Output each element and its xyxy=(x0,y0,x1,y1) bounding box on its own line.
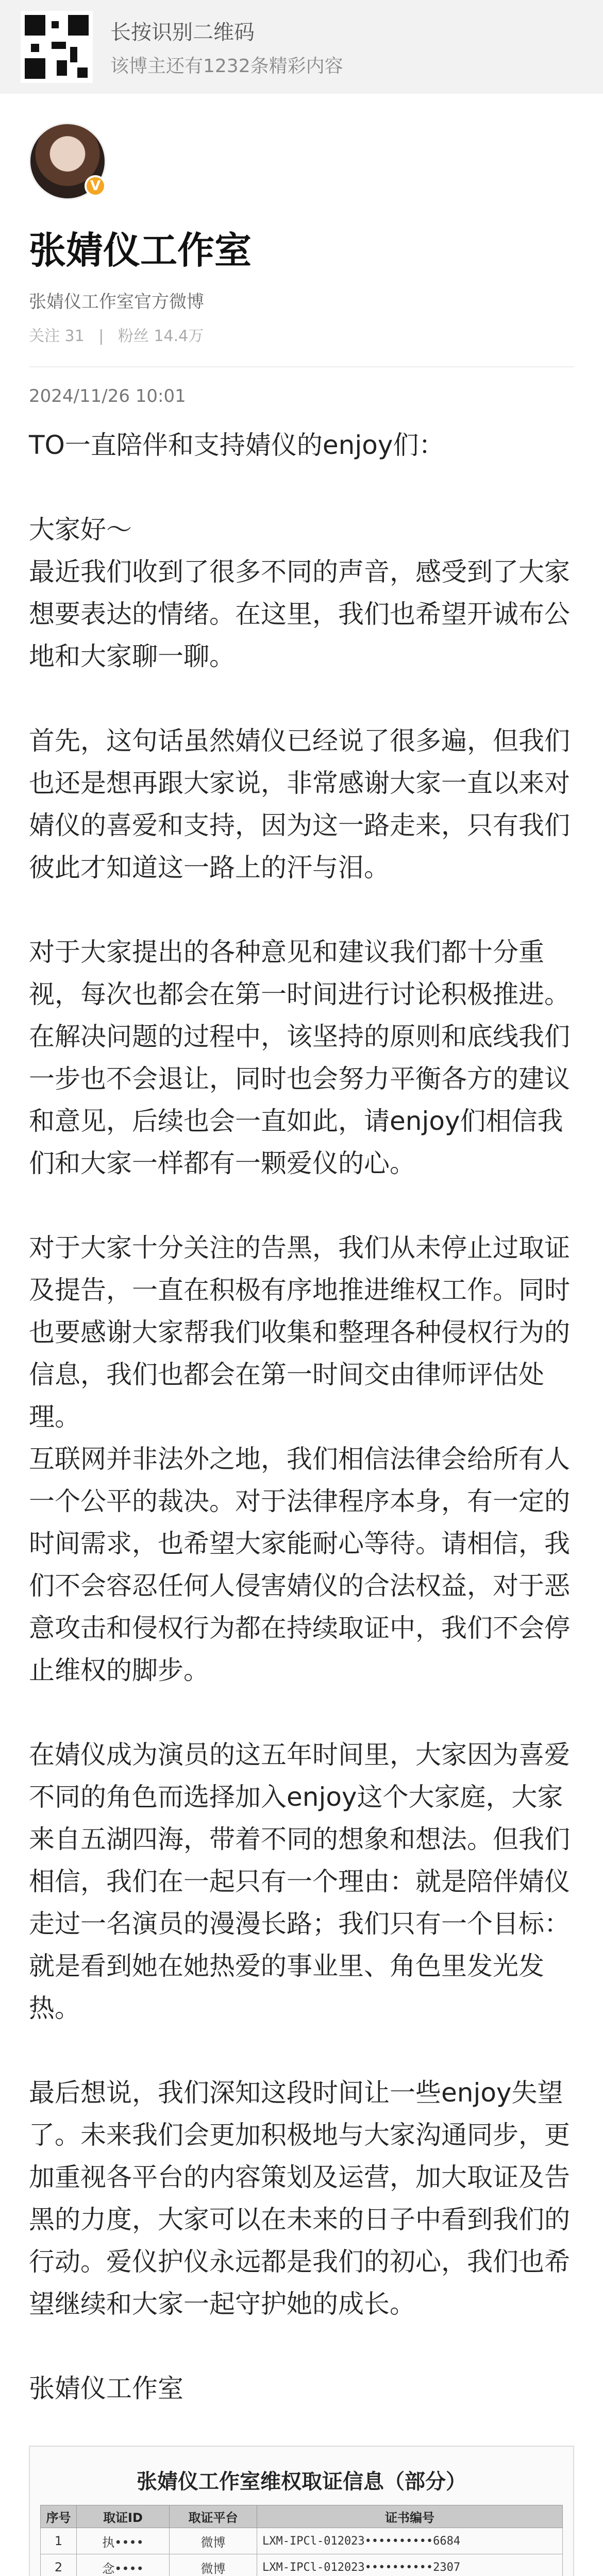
evidence-table-image[interactable] xyxy=(29,2446,574,2576)
post-signature: 张婧仪工作室 xyxy=(29,2374,183,2403)
table-cell: LXM-IPCl-012023••••••••••2307 xyxy=(257,2554,563,2576)
table-cell: 微博 xyxy=(170,2528,257,2554)
profile-verification: 张婧仪工作室官方微博 xyxy=(29,292,204,312)
fans-count: 粉丝 14.4万 xyxy=(118,327,204,345)
profile-name[interactable]: 张婧仪工作室 xyxy=(29,229,252,272)
qr-code-icon[interactable] xyxy=(21,11,93,83)
table-row xyxy=(41,2554,563,2576)
table-row xyxy=(41,2528,563,2554)
profile-section xyxy=(0,94,603,406)
post-greeting: TO一直陪伴和支持婧仪的enjoy们： xyxy=(29,430,445,460)
verified-badge-icon: V xyxy=(85,175,106,197)
post-timestamp: 2024/11/26 10:01 xyxy=(29,386,186,406)
qr-banner[interactable] xyxy=(0,0,603,94)
post-paragraph: 最后想说，我们深知这段时间让一些enjoy失望了。未来我们会更加积极地与大家沟通同步，更加重视各平台的内容策划及运营，加大取证及告黑的力度，大家可以在未来的日子中看到我们的行动。爱仪护仪永远都是我们的初心，我们也希望继续和大家一起守护她的成长。 xyxy=(29,2078,570,2319)
evidence-table-title: 张婧仪工作室维权取证信息（部分） xyxy=(137,2470,466,2494)
table-header-cell: 取证平台 xyxy=(170,2505,257,2528)
qr-banner-title: 长按识别二维码 xyxy=(110,21,255,44)
table-cell: LXM-IPCl-012023••••••••••6684 xyxy=(257,2528,563,2554)
table-header-cell: 证书编号 xyxy=(257,2505,563,2528)
post-paragraph: 对于大家十分关注的告黑，我们从未停止过取证及提告，一直在积极有序地推进维权工作。同时也要感谢大家帮我们收集和整理各种侵权行为的信息，我们也都会在第一时间交由律师评估处理。 xyxy=(29,1233,570,1432)
post-paragraph: 最近我们收到了很多不同的声音，感受到了大家想要表达的情绪。在这里，我们也希望开诚布公地和大家聊一聊。 xyxy=(29,557,570,671)
post-paragraph: 对于大家提出的各种意见和建议我们都十分重视，每次也都会在第一时间进行讨论积极推进。在解决问题的过程中，该坚持的原则和底线我们一步也不会退让，同时也会努力平衡各方的建议和意见，后续也会一直如此，请enjoy们相信我们和大家一样都有一颗爱仪的心。 xyxy=(29,937,570,1178)
post-paragraph: 互联网并非法外之地，我们相信法律会给所有人一个公平的裁决。对于法律程序本身，有一定的时间需求，也希望大家能耐心等待。请相信，我们不会容忍任何人侵害婧仪的合法权益，对于恶意攻击和侵权行为都在持续取证中，我们不会停止维权的脚步。 xyxy=(29,1444,570,1685)
table-cell: 微博 xyxy=(170,2554,257,2576)
table-cell: 念•••• xyxy=(77,2554,170,2576)
divider xyxy=(29,366,574,367)
evidence-table xyxy=(40,2505,563,2576)
table-header-cell: 取证ID xyxy=(77,2505,170,2528)
table-header-cell: 序号 xyxy=(41,2505,77,2528)
table-cell: 执•••• xyxy=(77,2528,170,2554)
table-cell: 2 xyxy=(41,2554,77,2576)
follow-count: 关注 31 xyxy=(29,327,85,345)
post-body xyxy=(0,424,603,2410)
post-paragraph: 大家好～ xyxy=(29,515,132,545)
table-cell: 1 xyxy=(41,2528,77,2554)
profile-stats: 关注 31 | 粉丝 14.4万 xyxy=(29,327,204,345)
post-paragraph: 在婧仪成为演员的这五年时间里，大家因为喜爱不同的角色而选择加入enjoy这个大家庭，大家来自五湖四海，带着不同的想象和想法。但我们相信，我们在一起只有一个理由：就是陪伴婧仪走过一名演员的漫漫长路；我们只有一个目标：就是看到她在她热爱的事业里、角色里发光发热。 xyxy=(29,1740,570,2023)
qr-banner-subtitle: 该博主还有1232条精彩内容 xyxy=(110,56,343,77)
post-paragraph: 首先，这句话虽然婧仪已经说了很多遍，但我们也还是想再跟大家说，非常感谢大家一直以来对婧仪的喜爱和支持，因为这一路走来，只有我们彼此才知道这一路上的汗与泪。 xyxy=(29,726,570,883)
